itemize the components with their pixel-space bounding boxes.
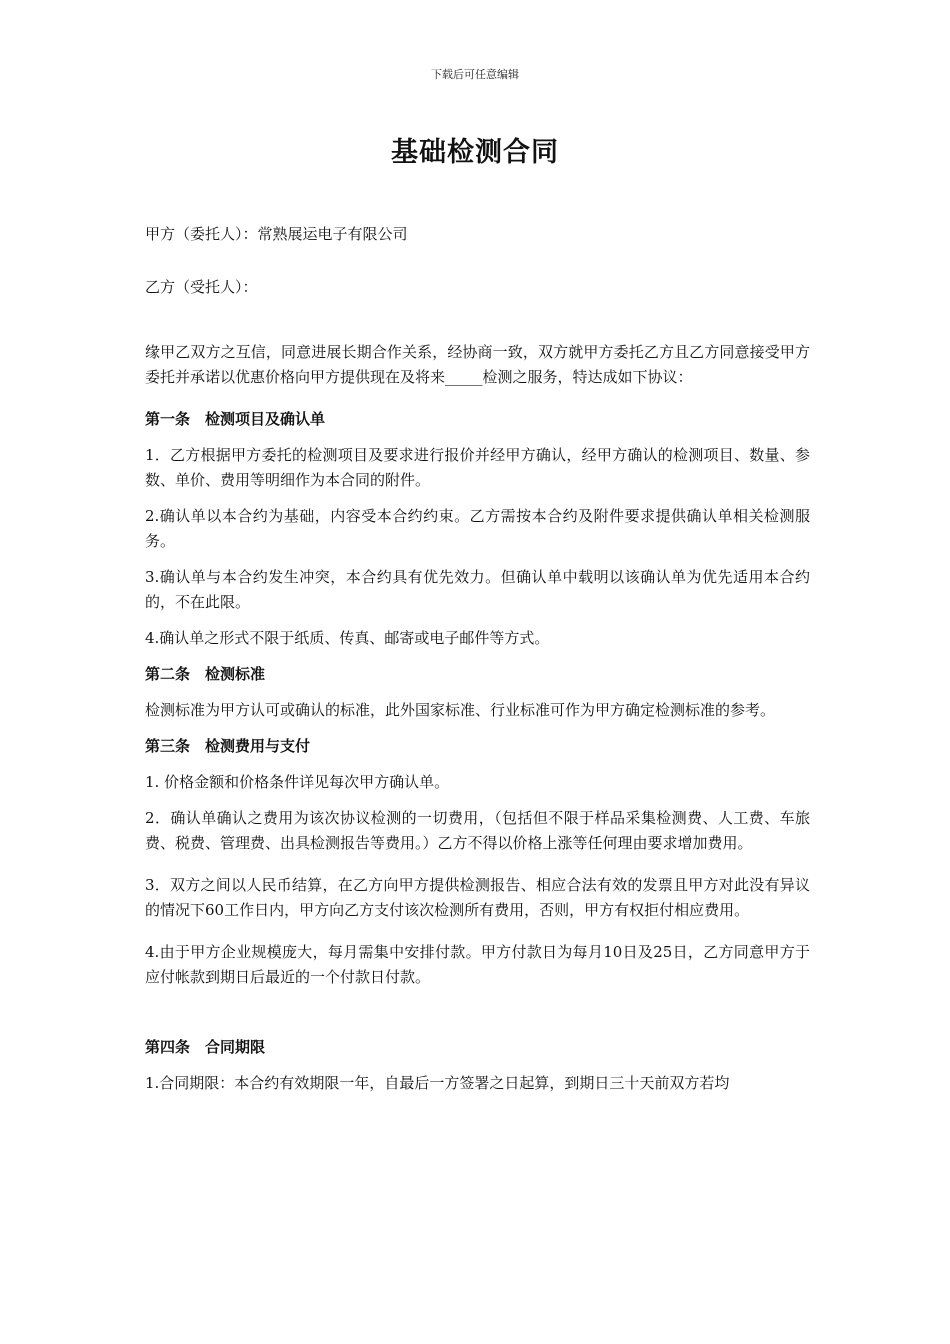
document-title: 基础检测合同 (391, 137, 559, 168)
party-a-line: 甲方（委托人）：常熟展运电子有限公司 (145, 225, 408, 243)
party-b-line: 乙方（受托人）： (145, 278, 258, 296)
article-1-heading: 第一条 检测项目及确认单 (145, 410, 326, 428)
article-2-item: 检测标准为甲方认可或确认的标准，此外国家标准、行业标准可作为甲方确定检测标准的参考。 (145, 701, 776, 719)
page-header-note: 下载后可任意编辑 (431, 68, 519, 81)
article-1-item: 2.确认单以本合约为基础，内容受本合约约束。乙方需按本合约及附件要求提供确认单相关检测服务。 (145, 507, 810, 550)
intro-paragraph: 缘甲乙双方之互信，同意进展长期合作关系，经协商一致，双方就甲方委托乙方且乙方同意接受甲方委托并承诺以优惠价格向甲方提供现在及将来_____检测之服务，特达成如下协议： (145, 343, 810, 386)
article-4-item: 1.合同期限：本合约有效期限一年，自最后一方签署之日起算，到期日三十天前双方若均 (145, 1074, 730, 1092)
article-1-item: 3.确认单与本合约发生冲突，本合约具有优先效力。但确认单中载明以该确认单为优先适用本合约的，不在此限。 (145, 568, 810, 611)
article-4-heading: 第四条 合同期限 (145, 1038, 266, 1056)
article-3-item: 3．双方之间以人民币结算，在乙方向甲方提供检测报告、相应合法有效的发票且甲方对此没有异议的情况下60工作日内，甲方向乙方支付该次检测所有费用，否则，甲方有权拒付相应费用。 (145, 876, 810, 919)
article-3-item: 1. 价格金额和价格条件详见每次甲方确认单。 (145, 773, 450, 791)
document-body (145, 222, 810, 1107)
article-1-item: 1．乙方根据甲方委托的检测项目及要求进行报价并经甲方确认，经甲方确认的检测项目、数量、参数、单价、费用等明细作为本合同的附件。 (145, 446, 810, 489)
article-3-item: 4.由于甲方企业规模庞大，每月需集中安排付款。甲方付款日为每月10日及25日，乙方同意甲方于应付帐款到期日后最近的一个付款日付款。 (145, 943, 810, 986)
article-3-heading: 第三条 检测费用与支付 (145, 737, 311, 755)
article-3-item: 2．确认单确认之费用为该次协议检测的一切费用，（包括但不限于样品采集检测费、人工费、车旅费、税费、管理费、出具检测报告等费用。）乙方不得以价格上涨等任何理由要求增加费用。 (145, 809, 810, 852)
article-2-heading: 第二条 检测标准 (145, 665, 266, 683)
article-1-item: 4.确认单之形式不限于纸质、传真、邮寄或电子邮件等方式。 (145, 629, 550, 647)
